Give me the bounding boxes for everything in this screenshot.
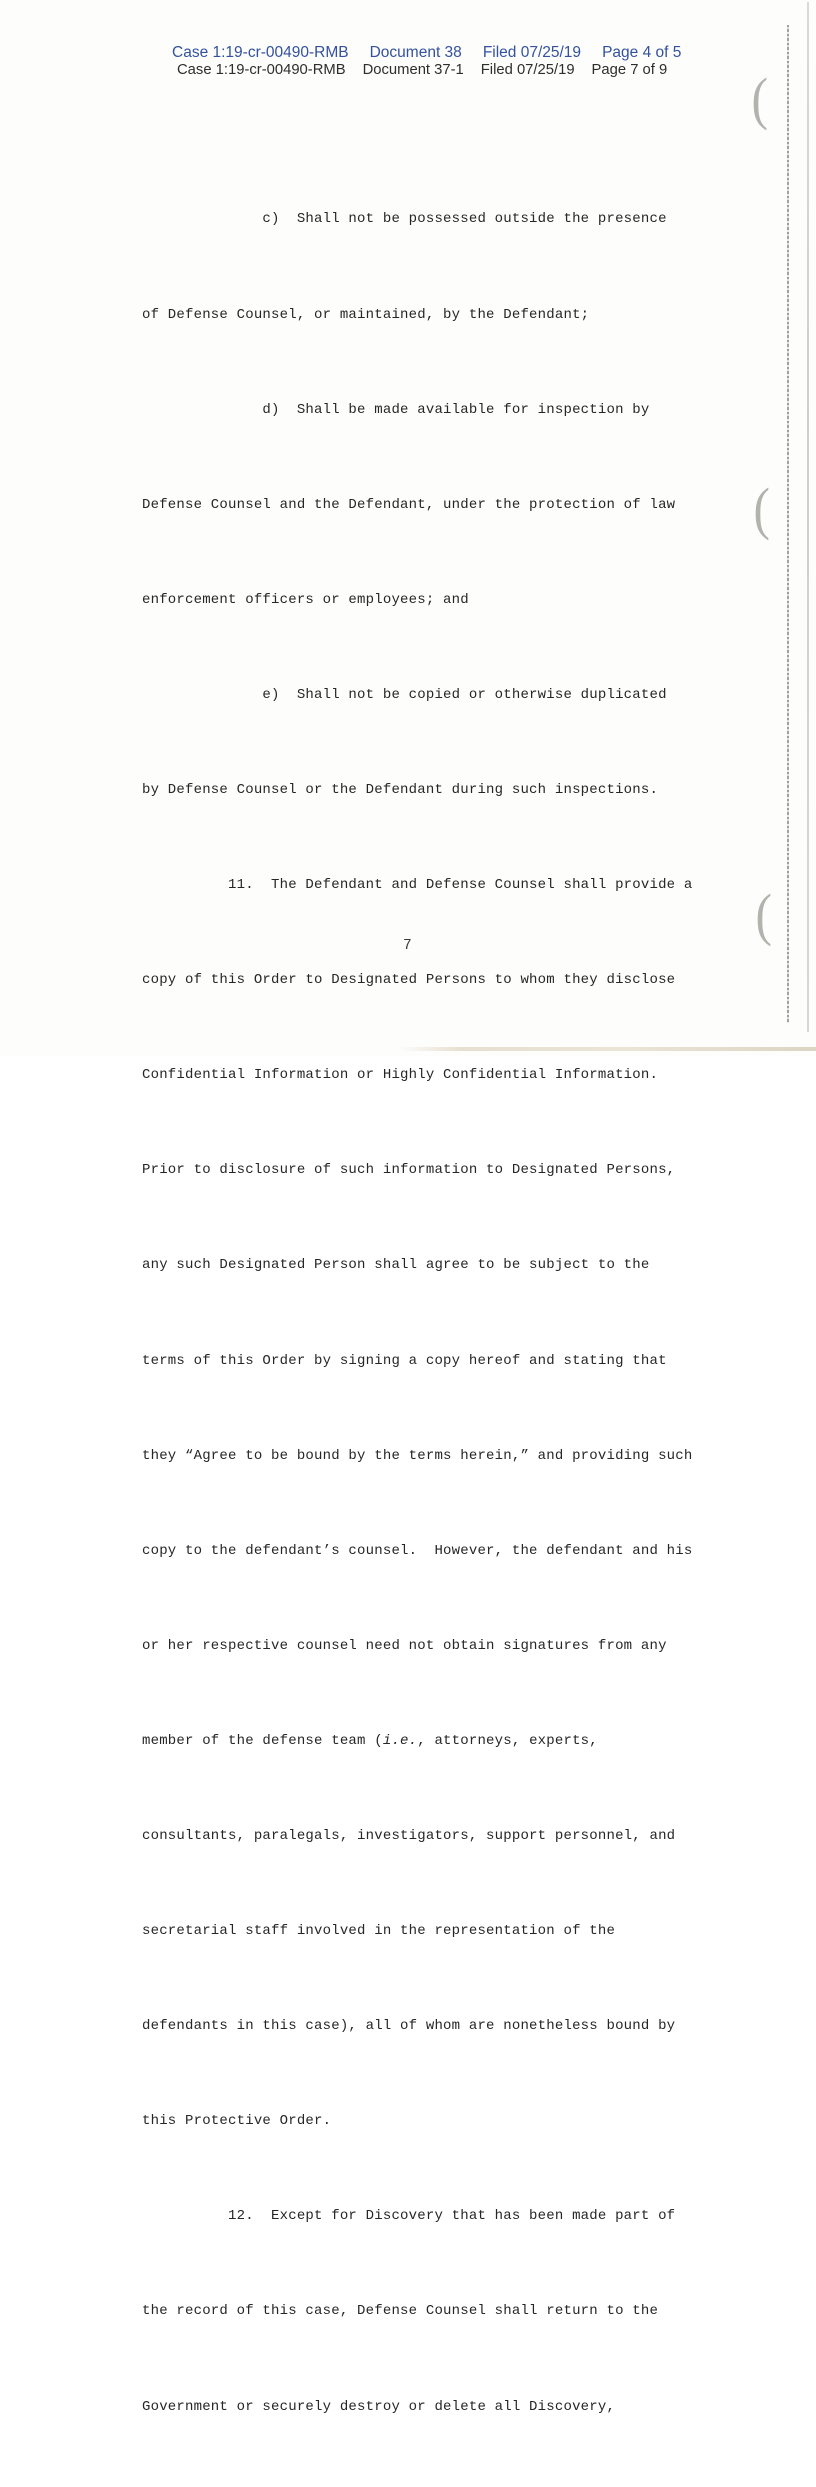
body-line: Government or securely destroy or delete all Discovery, [142, 2398, 616, 2415]
body-line: or her respective counsel need not obtain signatures from any [142, 1637, 667, 1654]
body-line: any such Designated Person shall agree to be subject to the [142, 1257, 650, 1274]
body-line: copy of this Order to Designated Persons to whom they disclose [142, 972, 676, 989]
stamp-document-number: Document 37-1 [362, 62, 464, 78]
body-line: defendants in this case), all of whom are nonetheless bound by [142, 2018, 676, 2035]
body-line: by Defense Counsel or the Defendant during such inspections. [142, 781, 659, 798]
page-number: 7 [403, 938, 412, 954]
body-line: copy to the defendant’s counsel. However, the defendant and his [142, 1542, 693, 1559]
scan-paren-artifact: ( [755, 882, 772, 947]
document-body [142, 141, 693, 2487]
body-line: d) Shall be made available for inspection by [142, 401, 650, 418]
body-line: enforcement officers or employees; and [142, 591, 469, 608]
body-line: terms of this Order by signing a copy hereof and stating that [142, 1352, 667, 1369]
body-line: this Protective Order. [142, 2113, 332, 2130]
body-line: c) Shall not be possessed outside the presence [142, 211, 667, 228]
stamp-case-number: Case 1:19-cr-00490-RMB [172, 44, 349, 61]
scan-paren-artifact: ( [751, 66, 768, 131]
scan-vertical-line-artifact [807, 2, 809, 1032]
body-line-segment: , attorneys, experts, [417, 1732, 598, 1749]
stamp-document-number: Document 38 [369, 44, 462, 61]
body-line: secretarial staff involved in the representation of the [142, 1923, 616, 1940]
body-line: consultants, paralegals, investigators, support personnel, and [142, 1828, 676, 1844]
scan-vertical-line-artifact [787, 25, 789, 1023]
body-line-with-italic [142, 1726, 693, 1758]
body-line: 12. Except for Discovery that has been made part of [142, 2208, 676, 2225]
scan-bottom-edge-artifact [398, 1047, 816, 1051]
stamp-page-count: Page 7 of 9 [591, 62, 668, 78]
body-line: Confidential Information or Highly Confidential Information. [142, 1067, 659, 1084]
pacer-stamp-inner [177, 62, 667, 78]
body-line-segment: member of the defense team ( [142, 1732, 383, 1749]
body-line: 11. The Defendant and Defense Counsel shall provide a [142, 877, 693, 894]
stamp-filed-date: Filed 07/25/19 [480, 62, 575, 78]
stamp-filed-date: Filed 07/25/19 [482, 44, 582, 61]
body-line: they “Agree to be bound by the terms herein,” and providing such [142, 1447, 693, 1464]
scan-paren-artifact: ( [753, 476, 770, 541]
body-line: the record of this case, Defense Counsel shall return to the [142, 2303, 659, 2320]
pacer-stamp-outer [172, 44, 681, 62]
body-line: Prior to disclosure of such information to Designated Persons, [142, 1162, 676, 1179]
body-line-italic-segment: i.e. [382, 1732, 418, 1749]
body-line: Defense Counsel and the Defendant, under the protection of law [142, 496, 676, 513]
stamp-case-number: Case 1:19-cr-00490-RMB [177, 62, 346, 78]
body-line: of Defense Counsel, or maintained, by the Defendant; [142, 306, 590, 323]
stamp-page-count: Page 4 of 5 [602, 44, 682, 61]
body-line: e) Shall not be copied or otherwise duplicated [142, 686, 667, 703]
